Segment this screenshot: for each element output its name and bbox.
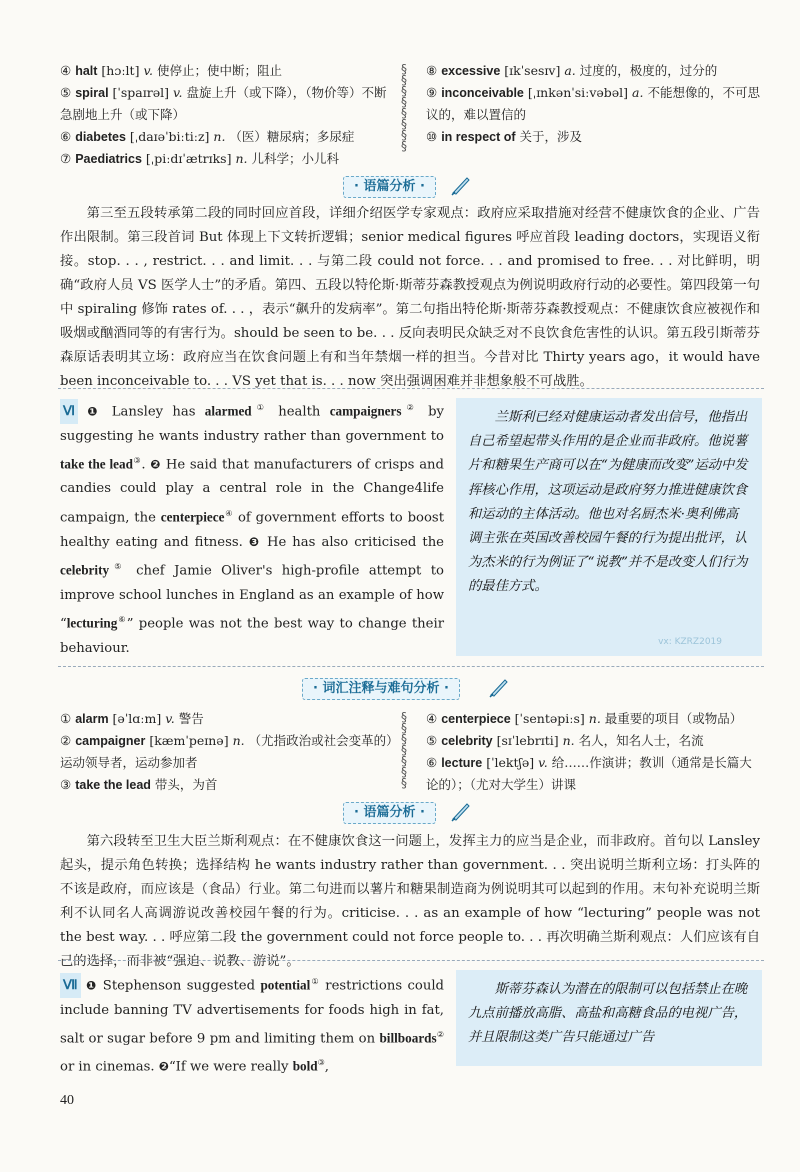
vocab-word: alarm (75, 712, 109, 726)
analysis-header-label: · 语篇分析 · (343, 176, 436, 198)
paragraph-text: Stephenson suggested (97, 978, 261, 994)
vocab-mid (60, 708, 760, 798)
vocab-item (426, 82, 762, 126)
dashed-divider (58, 388, 764, 389)
vocab-definition: 带头，为首 (154, 777, 218, 792)
sentence-number: ❶ (82, 404, 103, 419)
vocab-top-right (426, 60, 762, 148)
vocab-pos: v. (143, 63, 154, 78)
key-word: campaigners (329, 403, 402, 419)
paragraph-text: Lansley has (102, 404, 205, 420)
translation-text-6: 兰斯利已经对健康运动者发出信号，他指出自己希望起带头作用的是企业而非政府。他说薯片和糖果生产商可以在“为健康而改变”运动中发挥核心作用，这项运动是政府努力推进健康饮食和运动的主体活动。他也对名厨杰米·奥利佛高调主张在英国改善校园午餐的行为提出批评，认为杰米的行为例证了“说教”并不是改变人们行为的最佳方式。 (468, 410, 748, 595)
vocab-definition: （尤指政治或社会变革的）运动领导者，运动参加者 (60, 733, 393, 770)
vocab-definition: 最重要的项目（或物品） (604, 711, 743, 726)
key-word: potential (260, 977, 311, 993)
vocab-number: ① (60, 711, 72, 726)
vocab-pos: a. (632, 85, 644, 100)
key-word: billboards (379, 1030, 437, 1046)
sentence-number: ❷ (150, 457, 162, 472)
vocab-item (60, 60, 396, 82)
analysis-header-1 (0, 174, 800, 198)
paragraph-text: or in cinemas. (60, 1059, 159, 1075)
key-word: lecturing (66, 615, 118, 631)
footnote-marker: ⑤ (109, 562, 127, 572)
vocab-number: ⑥ (426, 755, 438, 770)
vocab-word: lecture (441, 756, 483, 770)
vocab-pos: n. (213, 129, 226, 144)
key-word: alarmed (204, 403, 252, 419)
vocab-definition: 儿科学；小儿科 (251, 151, 339, 166)
paragraph-text: of government efforts to boost healthy eating and fitness. (60, 509, 445, 551)
vocab-top (60, 60, 760, 170)
paragraph-number: Ⅶ (60, 973, 81, 997)
vocab-phonetic: [ˌdaɪəˈbiːtiːz] (129, 129, 210, 144)
vocab-number: ③ (60, 777, 72, 792)
vocab-phonetic: [ˌpiːdɪˈætrɪks] (145, 151, 232, 166)
footnote-marker: ① (251, 403, 269, 412)
vocab-pos: n. (562, 733, 575, 748)
vocab-phonetic: [kæmˈpeɪnə] (149, 733, 229, 748)
vocab-number: ④ (60, 63, 72, 78)
paragraph-text: “If we were really (168, 1059, 293, 1075)
squiggle-divider: § § § § § § § (401, 710, 407, 790)
vocab-word: celebrity (441, 734, 493, 748)
vocab-word: diabetes (75, 130, 126, 144)
vocab-item (60, 774, 396, 796)
footnote-marker: ④ (224, 508, 234, 518)
key-word: centerpiece (160, 508, 225, 524)
vocab-word: in respect of (441, 130, 516, 144)
paragraph-7 (60, 970, 444, 1080)
vocab-word: inconceivable (441, 86, 524, 100)
vocab-phonetic: [ˈlektʃə] (486, 755, 535, 770)
vocab-pos: v. (165, 711, 175, 726)
paragraph-text: health (268, 404, 330, 420)
sentence-number: ❷ (158, 1059, 169, 1074)
vocab-item (60, 708, 396, 730)
vocab-item (60, 126, 396, 148)
paragraph-text: by suggesting he wants industry rather than government to (60, 404, 444, 444)
watermark: vx: KZRZ2019 (658, 636, 722, 647)
sentence-number: ❸ (248, 535, 261, 550)
vocab-word: campaigner (75, 734, 146, 748)
vocab-word: spiral (75, 86, 109, 100)
vocab-pos: n. (232, 733, 245, 748)
footnote-marker: ① (310, 977, 320, 986)
vocab-word: excessive (441, 64, 501, 78)
vocab-item (60, 730, 396, 774)
squiggle-divider: § § § § § § § § (401, 62, 407, 153)
key-word: celebrity (60, 562, 110, 578)
vocab-item (426, 708, 762, 730)
vocab-number: ⑨ (426, 85, 438, 100)
vocab-definition: 盘旋上升（或下降），（物价等）不断急剧地上升（或下降） (60, 85, 387, 122)
quill-pen-icon (450, 800, 472, 822)
vocab-pos: v. (538, 755, 548, 770)
vocab-number: ⑤ (60, 85, 72, 100)
paragraph-text: He said that manufacturers of crisps and candies could play a central role in the Change4life campaign, the (60, 457, 444, 525)
vocab-number: ⑧ (426, 63, 438, 78)
footnote-marker: ③ (132, 455, 142, 465)
vocab-word: centerpiece (441, 712, 511, 726)
vocab-header-2 (0, 676, 800, 700)
sentence-number: ❶ (84, 978, 98, 993)
vocab-word: halt (75, 64, 98, 78)
vocab-item (426, 730, 762, 752)
vocab-phonetic: [əˈlɑːm] (112, 711, 162, 726)
paragraph-text: , (324, 1059, 329, 1075)
vocab-definition: 使停止；使中断；阻止 (157, 63, 283, 78)
footnote-marker: ② (401, 403, 419, 412)
key-word: take the lead (60, 456, 133, 472)
vocab-pos: n. (235, 151, 248, 166)
quill-pen-icon (488, 676, 510, 698)
analysis-text-1: 第三至五段转承第二段的同时回应首段，详细介绍医学专家观点：政府应采取措施对经营不健康饮食的企业、广告作出限制。第三段首词 But 体现上下文转折逻辑；senior medical figures 呼应首段 leading doctors，实现语义衔接。stop. . . , restrict. . . and limit. . . 与第二段 could not force. . . and promised to free. . . 对比鲜明，明确“政府人员 VS 医学人士”的矛盾。第四、五段以特伦斯·斯蒂芬森教授观点为例说明政府行动的必要性。第四段第一句中 spiraling 修饰 rates of. . . ，表示“飙升的发病率”。第二句指出特伦斯·斯蒂芬森教授观点：不健康饮食应被视作和吸烟或酗酒同等的有害行为。should be seen to be. . . 反向表明民众缺乏对不良饮食危害性的认识。第五段引斯蒂芬森原话表明其立场：政府应当在饮食问题上有和当年禁烟一样的担当。今昔对比 Thirty years ago，it would have been inconceivable to. . . VS yet that is. . . now 突出强调困难并非想象般不可战胜。 (60, 206, 760, 389)
vocab-item (426, 60, 762, 82)
vocab-definition: 关于，涉及 (519, 129, 583, 144)
paragraph-text: He has also criticised the (260, 535, 444, 551)
vocab-word: take the lead (75, 778, 151, 792)
analysis-text-2: 第六段转至卫生大臣兰斯利观点：在不健康饮食这一问题上，发挥主力的应当是企业，而非政府。首句以 Lansley 起头，提示角色转换；选择结构 he wants industry rather than government. . . 突出说明兰斯利立场：打头阵的不该是政府，而应该是（食品）行业。第二句进而以薯片和糖果制造商为例说明其可以起到的作用。末句补充说明兰斯利不认同名人高调游说改善校园午餐的行为。criticise. . . as an example of how “lecturing” people was not the best way. . . 呼应第二段 the government could not force people to. . . 再次明确兰斯利观点：人们应该有自己的选择，而非被“强迫、说教、游说”。 (60, 834, 760, 969)
vocab-word: Paediatrics (75, 152, 142, 166)
dashed-divider (58, 666, 764, 667)
quill-pen-icon (450, 174, 472, 196)
vocab-number: ⑥ (60, 129, 72, 144)
footnote-marker: ⑥ (117, 615, 127, 625)
analysis-header-2 (0, 800, 800, 824)
vocab-definition: 不能想像的，不可思议的，难以置信的 (426, 85, 760, 122)
vocab-number: ④ (426, 711, 438, 726)
vocab-mid-right (426, 708, 762, 796)
vocab-number: ⑩ (426, 129, 438, 144)
paragraph-number: Ⅵ (60, 399, 78, 423)
vocab-phonetic: [ˈsentəpiːs] (514, 711, 585, 726)
key-word: bold (292, 1058, 318, 1074)
paragraph-text: chef Jamie Oliver's high-profile attempt to improve school lunches in England as an example of how “ (60, 563, 444, 632)
translation-box-7 (456, 970, 762, 1066)
vocab-pos: v. (172, 85, 183, 100)
vocab-definition: 名人，知名人士，名流 (578, 733, 704, 748)
vocab-definition: 过度的，极度的，过分的 (579, 63, 718, 78)
vocab-pos: a. (564, 63, 576, 78)
vocab-number: ⑦ (60, 151, 72, 166)
dashed-divider (58, 960, 764, 961)
vocab-phonetic: [ɪkˈsesɪv] (504, 63, 561, 78)
vocab-definition: 警告 (178, 711, 204, 726)
vocab-header-label: · 词汇注释与难句分析 · (302, 678, 460, 700)
paragraph-6 (60, 396, 444, 661)
vocab-phonetic: [ˈspaɪrəl] (112, 85, 169, 100)
translation-text-7: 斯蒂芬森认为潜在的限制可以包括禁止在晚九点前播放高脂、高盐和高糖食品的电视广告，并且限制这类广告只能通过广告 (468, 982, 748, 1046)
paragraph-text: . (141, 457, 151, 473)
vocab-phonetic: [sɪˈlebrɪti] (496, 733, 559, 748)
vocab-item (60, 148, 396, 170)
vocab-pos: n. (588, 711, 601, 726)
vocab-phonetic: [ˌɪnkənˈsiːvəbəl] (527, 85, 629, 100)
translation-box-6 (456, 398, 762, 656)
vocab-item (426, 126, 762, 148)
vocab-mid-left (60, 708, 396, 796)
page-number: 40 (60, 1093, 74, 1108)
analysis-header-label: · 语篇分析 · (343, 802, 436, 824)
vocab-item (60, 82, 396, 126)
vocab-number: ⑤ (426, 733, 438, 748)
vocab-definition: （医）糖尿病；多尿症 (229, 129, 355, 144)
paragraph-text: restrictions could include banning TV advertisements for foods high in fat, salt or sugar before 9 pm and limiting them on (60, 978, 444, 1047)
paragraph-text: ” people was not the best way to change their behaviour. (60, 616, 445, 656)
footnote-marker: ③ (317, 1058, 325, 1068)
vocab-definition: 给……作演讲；教训（通常是长篇大论的）；（尤对大学生）讲课 (426, 755, 752, 792)
vocab-phonetic: [hɔːlt] (101, 63, 140, 78)
vocab-number: ② (60, 733, 72, 748)
footnote-marker: ② (436, 1029, 444, 1039)
vocab-item (426, 752, 762, 796)
vocab-top-left (60, 60, 396, 170)
